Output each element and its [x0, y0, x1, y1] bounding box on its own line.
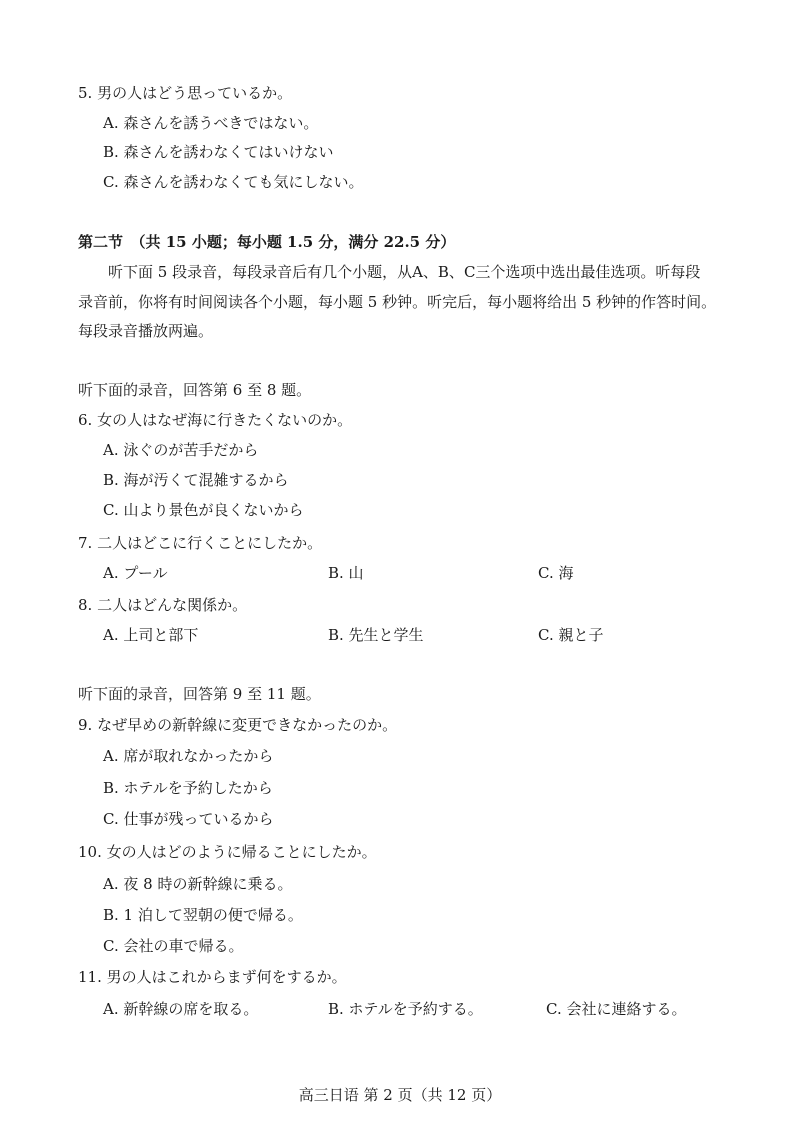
- question-8: 8. 二人はどんな関係か。: [78, 596, 248, 614]
- q7-option-b: B. 山: [328, 564, 364, 582]
- group2-intro: 听下面的录音，回答第 9 至 11 题。: [78, 685, 321, 703]
- q10-option-a: A. 夜 8 時の新幹線に乗る。: [103, 875, 293, 893]
- q6-option-c: C. 山より景色が良くないから: [103, 501, 304, 519]
- q5-option-a: A. 森さんを誘うべきではない。: [103, 114, 319, 132]
- q9-option-b: B. ホテルを予約したから: [103, 779, 273, 797]
- q11-option-b: B. ホテルを予約する。: [328, 1000, 483, 1018]
- q7-option-c: C. 海: [538, 564, 574, 582]
- q5-option-b: B. 森さんを誘わなくてはいけない: [103, 143, 334, 161]
- q8-option-b: B. 先生と学生: [328, 626, 424, 644]
- question-9: 9. なぜ早めの新幹線に変更できなかったのか。: [78, 716, 398, 734]
- question-5: 5. 男の人はどう思っているか。: [78, 84, 293, 102]
- q11-option-a: A. 新幹線の席を取る。: [103, 1000, 259, 1018]
- q6-option-b: B. 海が汚くて混雑するから: [103, 471, 289, 489]
- q10-option-b: B. 1 泊して翌朝の便で帰る。: [103, 906, 303, 924]
- q8-option-a: A. 上司と部下: [103, 626, 199, 644]
- q9-option-c: C. 仕事が残っているから: [103, 810, 274, 828]
- q11-option-c: C. 会社に連絡する。: [546, 1000, 687, 1018]
- page-footer: 高三日语 第 2 页（共 12 页）: [298, 1086, 502, 1104]
- q5-option-c: C. 森さんを誘わなくても気にしない。: [103, 173, 364, 191]
- question-10: 10. 女の人はどのように帰ることにしたか。: [78, 843, 377, 861]
- q10-option-c: C. 会社の車で帰る。: [103, 937, 244, 955]
- q6-option-a: A. 泳ぐのが苦手だから: [103, 441, 259, 459]
- instructions-line-3: 每段录音播放两遍。: [78, 322, 214, 340]
- section-heading: 第二节 （共 15 小题；每小题 1.5 分，满分 22.5 分）: [78, 233, 456, 251]
- question-11: 11. 男の人はこれからまず何をするか。: [78, 968, 347, 986]
- question-6: 6. 女の人はなぜ海に行きたくないのか。: [78, 411, 353, 429]
- instructions-line-1: 听下面 5 段录音，每段录音后有几个小题，从A、B、C三个选项中选出最佳选项。听每段: [78, 263, 701, 281]
- group1-intro: 听下面的录音，回答第 6 至 8 题。: [78, 381, 312, 399]
- instructions-line-2: 录音前，你将有时间阅读各个小题，每小题 5 秒钟。听完后，每小题将给出 5 秒钟的作答时间。: [78, 293, 717, 311]
- q7-option-a: A. プール: [103, 564, 168, 582]
- question-7: 7. 二人はどこに行くことにしたか。: [78, 534, 323, 552]
- q8-option-c: C. 親と子: [538, 626, 604, 644]
- q9-option-a: A. 席が取れなかったから: [103, 747, 274, 765]
